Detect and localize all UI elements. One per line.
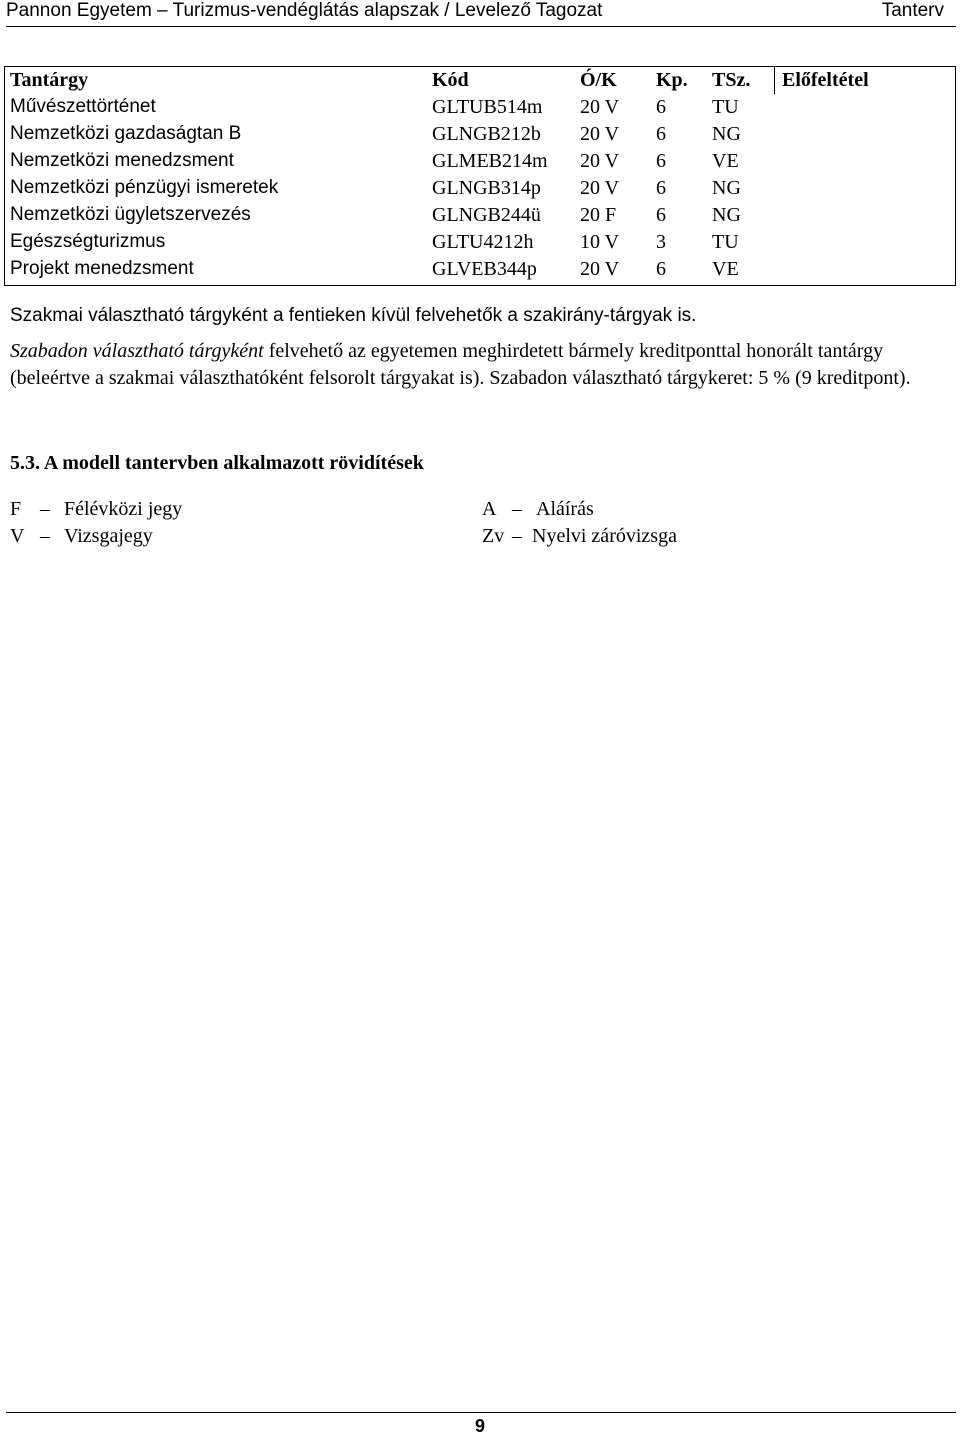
cell-code: GLTUB514m: [432, 95, 543, 118]
cell-prerequisite: [776, 120, 958, 147]
table-row: [4, 174, 958, 201]
cell-subject: Nemzetközi ügyletszervezés: [10, 203, 251, 225]
cell-department: NG: [712, 122, 741, 145]
cell-credits: 6: [656, 176, 666, 199]
cell-prerequisite: [776, 174, 958, 201]
abbreviation-desc: Aláírás: [536, 498, 594, 520]
free-elective-lead: Szabadon választható tárgyként: [10, 340, 264, 362]
column-header-credits: Kp.: [656, 68, 688, 91]
cell-credits: 6: [656, 257, 666, 280]
cell-department: VE: [712, 257, 739, 280]
abbreviation-dash: –: [40, 525, 50, 547]
free-elective-paragraph: [10, 338, 952, 392]
cell-department: NG: [712, 203, 741, 226]
cell-subject: Nemzetközi pénzügyi ismeretek: [10, 176, 279, 198]
column-header-hours-type: Ó/K: [580, 68, 617, 91]
cell-code: GLMEB214m: [432, 149, 548, 172]
header-divider: [6, 26, 956, 27]
page-number: 9: [474, 1416, 485, 1436]
cell-code: GLNGB212b: [432, 122, 541, 145]
table-row: [4, 255, 958, 282]
cell-hours-type: 20 V: [580, 257, 620, 280]
cell-department: TU: [712, 95, 739, 118]
abbreviation-key: V: [10, 525, 25, 547]
abbreviation-desc: Félévközi jegy: [64, 498, 183, 520]
abbreviation-desc: Vizsgajegy: [64, 525, 153, 547]
abbreviation-key: F: [10, 498, 22, 520]
cell-subject: Nemzetközi gazdaságtan B: [10, 122, 242, 144]
table-row: [4, 147, 958, 174]
cell-department: VE: [712, 149, 739, 172]
cell-code: GLNGB244ü: [432, 203, 541, 226]
cell-department: TU: [712, 230, 739, 253]
cell-subject: Nemzetközi menedzsment: [10, 149, 234, 171]
abbreviation-desc: Nyelvi záróvizsga: [532, 525, 677, 547]
elective-note: Szakmai választható tárgyként a fentieken kívül felvehetők a szakirány-tárgyak is.: [10, 305, 697, 326]
column-header-code: Kód: [432, 68, 469, 91]
abbreviation-item: [10, 496, 182, 523]
cell-credits: 6: [656, 122, 666, 145]
cell-prerequisite: [776, 255, 958, 282]
cell-subject: Projekt menedzsment: [10, 257, 194, 279]
cell-hours-type: 20 V: [580, 176, 620, 199]
cell-credits: 6: [656, 95, 666, 118]
section-heading: 5.3. A modell tantervben alkalmazott rövidítések: [10, 452, 424, 474]
cell-subject: Egészségturizmus: [10, 230, 166, 252]
table-row: [4, 120, 958, 147]
table-header-row: [4, 66, 958, 93]
footer-divider: [6, 1412, 956, 1413]
abbreviation-dash: –: [512, 525, 522, 547]
cell-hours-type: 20 V: [580, 149, 620, 172]
cell-prerequisite: [776, 147, 958, 174]
cell-hours-type: 20 V: [580, 122, 620, 145]
header-title: Pannon Egyetem – Turizmus-vendéglátás alapszak / Levelező Tagozat: [6, 0, 603, 21]
cell-credits: 6: [656, 203, 666, 226]
cell-hours-type: 10 V: [580, 230, 620, 253]
abbreviation-dash: –: [512, 498, 522, 520]
column-header-prerequisite: Előfeltétel: [782, 68, 869, 91]
abbreviation-key: Zv: [482, 525, 505, 547]
cell-prerequisite: [776, 201, 958, 228]
free-elective-text: felvehető az egyetemen meghirdetett bármely kreditponttal honorált tantárgy (beleértve a szakmai választhatóként felsorolt tárgyakat is). Szabadon választható tárgykeret: 5 % (9 kreditpont).: [10, 340, 911, 389]
cell-credits: 3: [656, 230, 666, 253]
table-row: [4, 93, 958, 120]
cell-code: GLNGB314p: [432, 176, 541, 199]
cell-hours-type: 20 V: [580, 95, 620, 118]
cell-credits: 6: [656, 149, 666, 172]
table-header-divider: [774, 66, 775, 94]
cell-prerequisite: [776, 93, 958, 120]
cell-hours-type: 20 F: [580, 203, 617, 226]
cell-prerequisite: [776, 228, 958, 255]
table-row: [4, 201, 958, 228]
cell-code: GLTU4212h: [432, 230, 534, 253]
cell-department: NG: [712, 176, 741, 199]
cell-code: GLVEB344p: [432, 257, 537, 280]
abbreviation-dash: –: [40, 498, 50, 520]
abbreviation-item: [482, 496, 594, 523]
abbreviation-key: A: [482, 498, 497, 520]
header-section: Tanterv: [881, 0, 944, 21]
abbreviation-item: [482, 523, 677, 550]
cell-subject: Művészettörténet: [10, 95, 156, 117]
page-header: [0, 0, 960, 24]
column-header-subject: Tantárgy: [10, 68, 89, 91]
abbreviation-item: [10, 523, 153, 550]
column-header-department: TSz.: [712, 68, 751, 91]
table-row: [4, 228, 958, 255]
course-table: [4, 66, 958, 282]
